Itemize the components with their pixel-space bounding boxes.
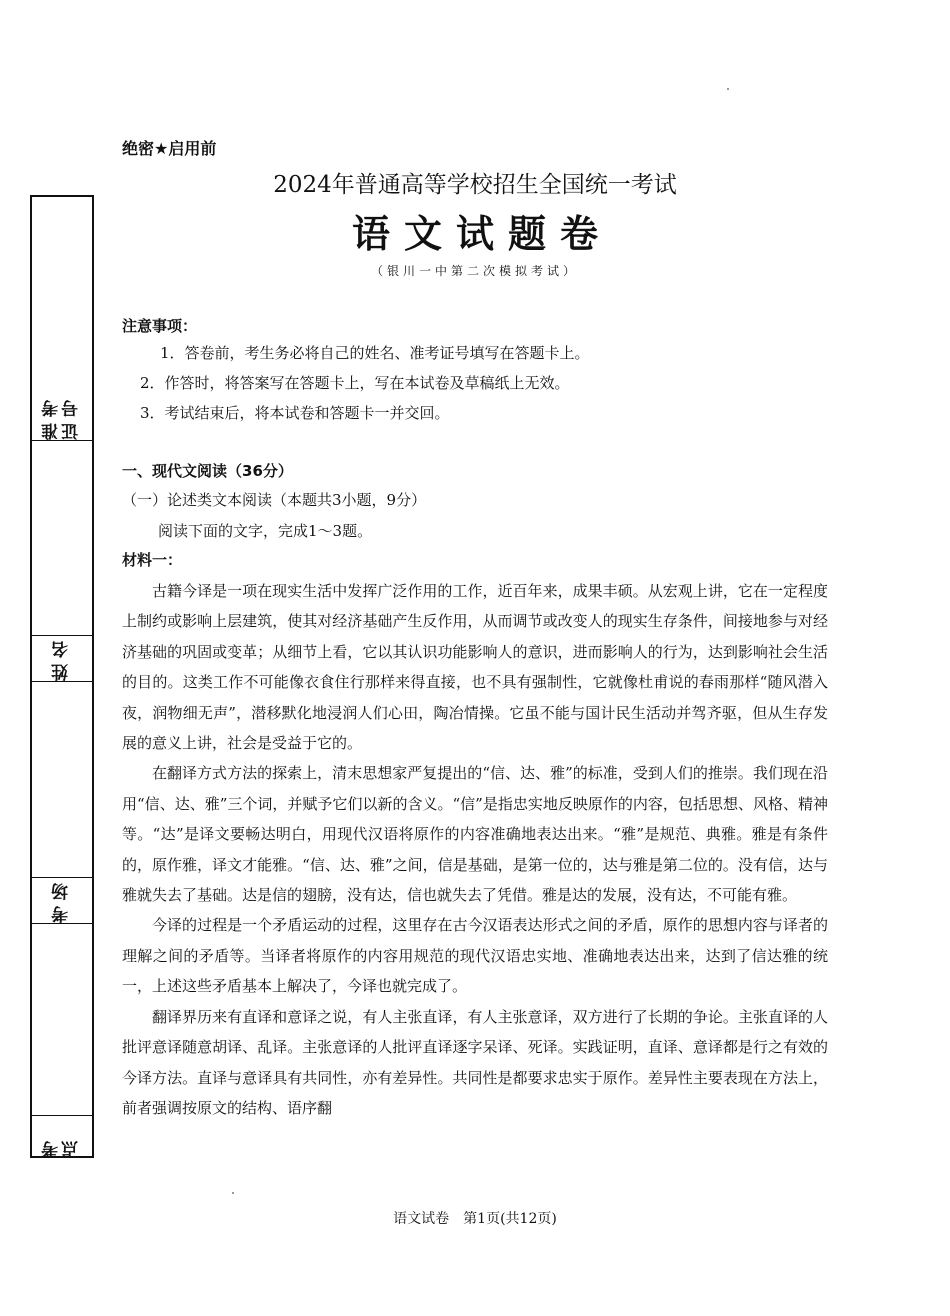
scan-dot <box>232 1192 234 1194</box>
scan-dot <box>727 88 729 90</box>
subsection-heading: （一）论述类文本阅读（本题共3小题，9分） <box>122 491 427 509</box>
exam-room-label: 考场 <box>52 877 72 923</box>
name-label: 姓名 <box>52 635 72 681</box>
name-label-cell <box>32 635 92 681</box>
passage-paragraph: 古籍今译是一项在现实生活中发挥广泛作用的工作，近百年来，成果丰硕。从宏观上讲，它在一定程度上制约或影响上层建筑，使其对经济基础产生反作用，从而调节或改变人的现实生存条件，间接地参与对经济基础的巩固或变革；从细节上看，它以其认识功能影响人的意识，进而影响人的行为，达到影响社会生活的目的。这类工作不可能像衣食住行那样来得直接，也不具有强制性，它就像杜甫说的春雨那样“随风潜入夜，润物细无声”，潜移默化地浸润人们心田，陶冶情操。它虽不能与国计民生活动并驾齐驱，但从生存发展的意义上讲，社会是受益于它的。 <box>122 582 828 753</box>
passage-paragraph: 翻译界历来有直译和意译之说，有人主张直译，有人主张意译，双方进行了长期的争论。主张直译的人批评意译随意胡译、乱译。主张意译的人批评直译逐字呆译、死译。实践证明，直译、意译都是行之有效的今译方法。直译与意译具有共同性，亦有差异性。共同性是都要求忠实于原作。差异性主要表现在方法上，前者强调按原文的结构、语序翻 <box>122 1007 828 1117</box>
exam-site-label-cell <box>32 1115 92 1158</box>
material-label: 材料一： <box>122 551 183 569</box>
subject-title: 语文试题卷 <box>351 212 612 256</box>
reading-instruction: 阅读下面的文字，完成1～3题。 <box>158 522 373 540</box>
exam-room-label-cell <box>32 877 92 923</box>
note-item: 3．考试结束后，将本试卷和答题卡一并交回。 <box>140 404 450 422</box>
section-heading: 一、现代文阅读（36分） <box>122 462 293 480</box>
page-footer: 语文试卷 第1页(共12页) <box>393 1211 557 1227</box>
passage-paragraph: 在翻译方式方法的探索上，清末思想家严复提出的“信、达、雅”的标准，受到人们的推崇。我们现在沿用“信、达、雅”三个词，并赋予它们以新的含义。“信”是指忠实地反映原作的内容，包括思想、风格、精神等。“达”是译文要畅达明白，用现代汉语将原作的内容准确地表达出来。“雅”是规范、典雅。雅是有条件的，原作雅，译文才能雅。“信、达、雅”之间，信是基础，是第一位的，达与雅是第二位的。没有信，达与雅就失去了基础。达是信的翅膀，没有达，信也就失去了凭借。雅是达的发展，没有达，不可能有雅。 <box>122 764 828 905</box>
exam-title: 2024年普通高等学校招生全国统一考试 <box>273 172 677 198</box>
note-item: 1．答卷前，考生务必将自己的姓名、准考证号填写在答题卡上。 <box>160 344 590 362</box>
admission-number-label: 准考证号 <box>42 394 82 440</box>
exam-site-label: 考点 <box>42 1135 82 1158</box>
admission-number-field[interactable] <box>32 440 92 441</box>
admission-number-label-cell <box>32 382 92 440</box>
passage-paragraph: 今译的过程是一个矛盾运动的过程，这里存在古今汉语表达形式之间的矛盾，原作的思想内容与译者的理解之间的矛盾等。当译者将原作的内容用规范的现代汉语忠实地、准确地表达出来，达到了信达雅的统一，上述这些矛盾基本上解决了，今译也就完成了。 <box>122 916 828 996</box>
candidate-info-box <box>30 195 94 1158</box>
passage-body <box>122 576 828 1123</box>
note-item: 2．作答时，将答案写在答题卡上，写在本试卷及草稿纸上无效。 <box>140 374 570 392</box>
notes-heading: 注意事项： <box>122 317 198 335</box>
name-field[interactable] <box>32 681 92 682</box>
exam-room-field[interactable] <box>32 923 92 924</box>
exam-subtitle: （银川一中第二次模拟考试） <box>370 264 579 278</box>
confidential-label: 绝密★启用前 <box>122 139 217 158</box>
